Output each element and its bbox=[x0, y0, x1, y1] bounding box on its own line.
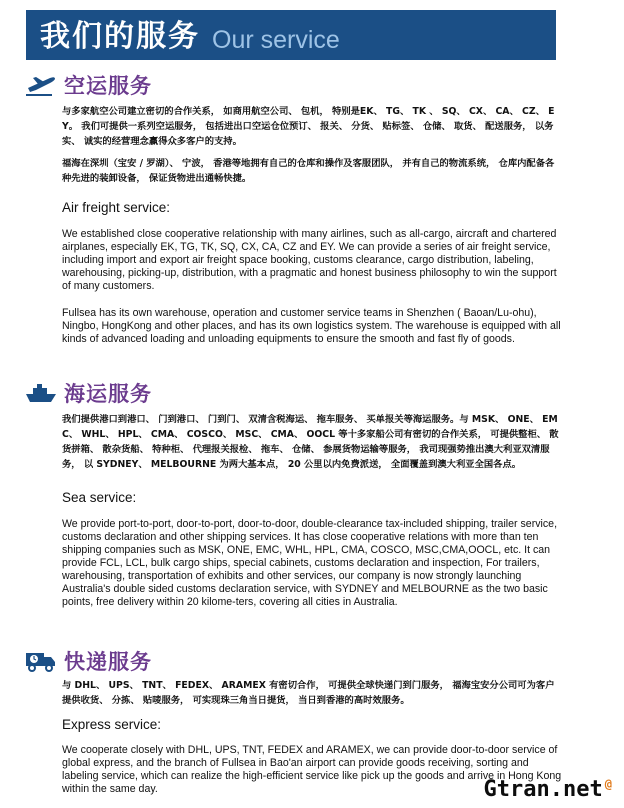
air-cn-paragraph-2: 福海在深圳（宝安 / 罗湖）、 宁波， 香港等地拥有自己的仓库和操作及客服团队， 并有自己的物流系统， 仓库内配备各种先进的装卸设备， 保证货物进出通畅快捷。 bbox=[62, 158, 555, 184]
watermark-text: Gtran.net bbox=[483, 777, 603, 802]
air-en-paragraph-1: We established close cooperative relationship with many airlines, such as all-cargo, aircraft and chartered airplanes, especially EK, TG, TK, SQ, CX, CA, CZ and EY. We can provide a series of air freight service, including import and export air freight space booking, customs clearance, cargo distribution, labeling, warehousing, picking-up, distribution, with a pragmatic and honest business philosophy to win the support of many customers. bbox=[62, 228, 557, 292]
banner-title-cn: 我们的服务 bbox=[40, 19, 200, 54]
air-section-title: 空运服务 bbox=[64, 74, 152, 98]
air-en-heading: Air freight service: bbox=[62, 200, 171, 215]
express-section-title: 快递服务 bbox=[64, 650, 152, 674]
air-cn-paragraph-1: 与多家航空公司建立密切的合作关系， 如商用航空公司、 包机， 特别是EK、 TG、 TK 、 SQ、 CX、 CA、 CZ、 EY。 我们可提供一系列空运服务， 包括进出口空运仓位预订、 报关、 分货、 贴标签、 仓储、 取货、 配送服务， 以务实、 诚实的经营理念赢得众多客户的支持。 bbox=[62, 106, 555, 147]
sea-en-paragraph-1: We provide port-to-port, door-to-port, door-to-door, double-clearance tax-included shipping, trailer service, customs declaration and other shipping services. It has close cooperative relations with more than ten shipping companies such as MSK, ONE, EMC, WHL, HPL, CMA, COSCO, MSC,CMA,OOCL, etc. It can provide FCL, LCL, bulk cargo ships, special cabinets, customs declaration and inspection, For trailers, warehousing, transportation of exhibits and other services, our company is now strongly launching Australia's double sided customs declaration service, with SYDNEY and MELBOURNE as the two basic points, free delivery within 20 kilome-ters, covering all cities in Australia. bbox=[62, 518, 558, 608]
air-section-header bbox=[24, 70, 152, 100]
sea-en-heading: Sea service: bbox=[62, 490, 137, 505]
airplane-icon bbox=[24, 72, 58, 98]
watermark-logo bbox=[484, 777, 612, 802]
sea-cn-paragraph-1: 我们提供港口到港口、 门到港口、 门到门、 双清含税海运、 拖车服务、 买单报关等海运服务。与 MSK、 ONE、 EMC、 WHL、 HPL、 CMA、 COSCO、 MSC、 CMA、 OOCL 等十多家船公司有密切的合作关系， 可提供整柜、 散货拼箱、 散杂货船、 特种柜、 代理报关报检、 拖车、 仓储、 参展货物运输等服务， 我司现强势推出澳大利亚双清服务， 以 SYDNEY、 MELBOURNE 为两大基本点， 20 公里以内免费派送， 全面覆盖到澳大利亚全国各点。 bbox=[62, 414, 559, 470]
sea-section-header bbox=[24, 378, 152, 408]
air-en-paragraph-2: Fullsea has its own warehouse, operation and customer service teams in Shenzhen ( Baoan/Lu-ohu), Ningbo, HongKong and other places, and has its own logistics system. The warehouse is equipped with all kinds of advanced loading and unloading equipments to ensure the smooth and fast fly of goods. bbox=[62, 307, 561, 345]
express-en-paragraph-1: We cooperate closely with DHL, UPS, TNT, FEDEX and ARAMEX, we can provide door-to-door service of global express, and the branch of Fullsea in Bao'an airport can provide goods receiving, sorting and labeling service, which can realize the high-efficient service like pick up the goods and arrive in Hong Kong within the same day. bbox=[62, 744, 562, 795]
sea-section-title: 海运服务 bbox=[64, 382, 152, 406]
ship-icon bbox=[24, 380, 58, 406]
watermark-symbol: @ bbox=[604, 777, 612, 791]
section-banner bbox=[26, 10, 556, 60]
express-en-heading: Express service: bbox=[62, 717, 162, 732]
banner-title-en: Our service bbox=[212, 26, 340, 54]
express-cn-paragraph-1: 与 DHL、 UPS、 TNT、 FEDEX、 ARAMEX 有密切合作， 可提供全球快递门到门服务， 福海宝安分公司可为客户提供收货、 分拣、 贴唛服务， 可实现珠三角当日提货， 当日到香港的高时效服务。 bbox=[62, 680, 555, 706]
delivery-truck-icon bbox=[24, 648, 58, 674]
express-section-header bbox=[24, 646, 152, 676]
